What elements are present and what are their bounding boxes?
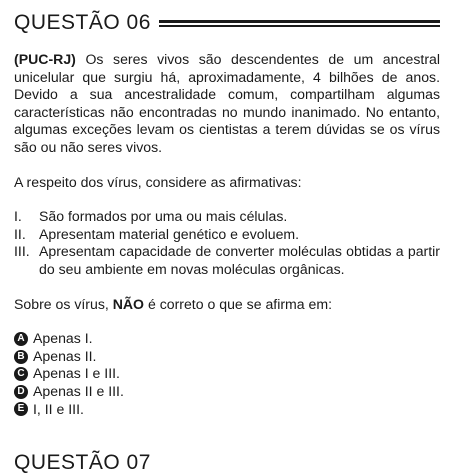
options-prompt	[14, 296, 440, 314]
option-text: I, II e III.	[33, 400, 84, 417]
statement-number: II.	[14, 225, 26, 242]
statement-text: São formados por uma ou mais células.	[39, 208, 288, 225]
prompt-emphasis: NÃO	[112, 295, 145, 312]
question-source: (PUC-RJ)	[14, 51, 76, 67]
statement-item	[14, 208, 440, 226]
option-letter-badge: B	[14, 350, 28, 364]
answer-option-a[interactable]	[14, 330, 440, 348]
option-text: Apenas I e III.	[33, 365, 120, 382]
question-intro	[14, 51, 440, 157]
option-letter-badge: C	[14, 367, 28, 381]
header-rule	[159, 20, 440, 27]
statement-number: III.	[14, 243, 30, 260]
prompt-text-after: é correto o que se afirma em:	[144, 295, 333, 312]
intro-text: Os seres vivos são descendentes de um ancestral unicelular que surgiu há, aproximadamente, 4 bilhões de anos. Devido a sua ancestralidade comum, compartilham algumas características não encontradas no mundo inanimado. No entanto, algumas exceções levam os cientistas a terem dúvidas se os vírus são ou não seres vivos.	[14, 51, 440, 155]
prompt-text-before: Sobre os vírus,	[14, 295, 113, 312]
question-block	[14, 8, 440, 418]
option-text: Apenas I.	[33, 330, 93, 347]
question-header	[14, 8, 440, 38]
statement-item	[14, 243, 440, 278]
question-title: QUESTÃO 06	[14, 11, 151, 34]
option-letter-badge: E	[14, 402, 28, 416]
option-letter-badge: A	[14, 332, 28, 346]
statements-list	[14, 208, 440, 278]
answer-option-e[interactable]	[14, 401, 440, 419]
answer-option-d[interactable]	[14, 383, 440, 401]
option-letter-badge: D	[14, 385, 28, 399]
option-text: Apenas II.	[33, 347, 97, 364]
statement-text: Apresentam capacidade de converter moléculas obtidas a partir do seu ambiente em novas moléculas orgânicas.	[39, 243, 440, 277]
option-text: Apenas II e III.	[33, 382, 124, 399]
answer-options	[14, 330, 440, 418]
statements-prompt: A respeito dos vírus, considere as afirmativas:	[14, 173, 302, 190]
next-question-title: QUESTÃO 07	[14, 451, 151, 474]
answer-option-b[interactable]	[14, 348, 440, 366]
statement-item	[14, 226, 440, 244]
statement-number: I.	[14, 208, 22, 225]
statement-text: Apresentam material genético e evoluem.	[39, 225, 300, 242]
answer-option-c[interactable]	[14, 365, 440, 383]
